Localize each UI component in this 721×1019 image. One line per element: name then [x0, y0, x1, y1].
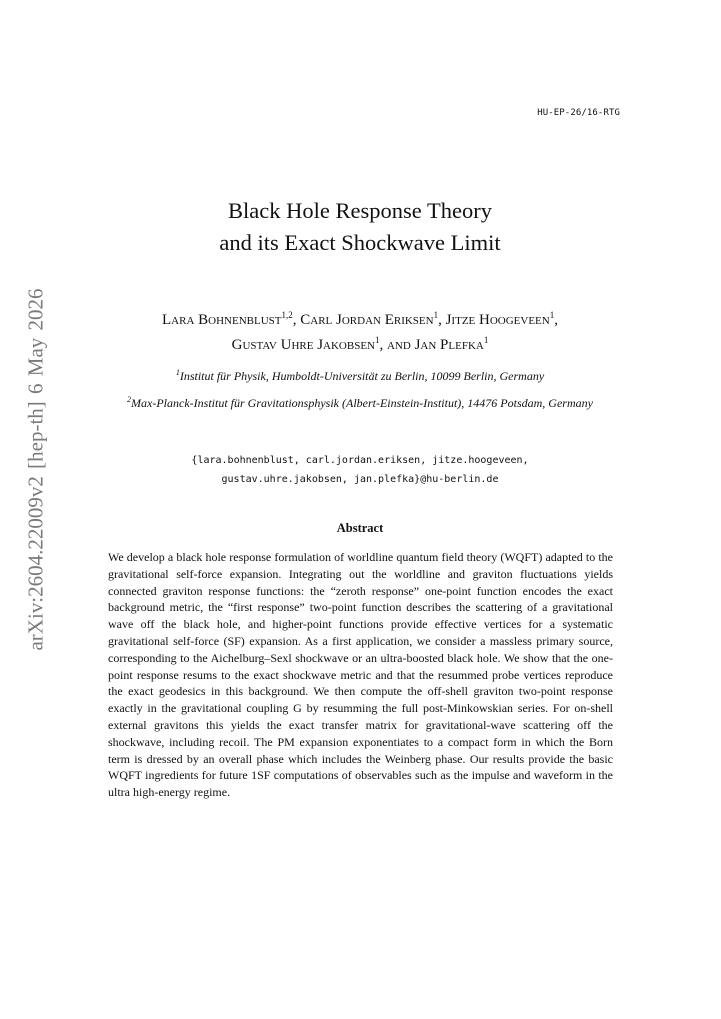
email-line-1[interactable]: {lara.bohnenblust, carl.jordan.eriksen, jitze.hoogeveen, [191, 455, 529, 466]
author-conjunction: and [386, 337, 411, 353]
author-list [100, 305, 620, 355]
author-emails [100, 451, 620, 489]
author-affiliation-mark: 1 [374, 335, 380, 345]
author-affiliation-mark: 1 [483, 335, 489, 345]
abstract-heading: Abstract [336, 521, 384, 535]
author-name: Gustav Uhre Jakobsen [231, 337, 375, 353]
author-line-1: Lara Bohnenblust$^{1,2}$, Carl Jordan Eriksen$^1$, Jitze Hoogeveen$^1$, [162, 310, 558, 328]
author-name: Carl Jordan Eriksen [300, 312, 434, 328]
author-line-2: Gustav Uhre Jakobsen$^1$, and Jan Plefka$^1$ [231, 335, 489, 353]
title-line-1: Black Hole Response Theory [228, 198, 492, 223]
author-name: Jan Plefka [414, 337, 484, 353]
affiliation-1 [100, 364, 620, 385]
author-affiliation-mark: 1 [433, 310, 439, 320]
arxiv-stamp-text: arXiv:2604.22009v2 [hep-th] 6 May 2026 [23, 287, 48, 651]
paper-title [100, 195, 620, 259]
affiliations [100, 364, 620, 418]
affiliation-2 [100, 391, 620, 412]
author-affiliation-mark: 1 [549, 310, 555, 320]
author-name: Jitze Hoogeveen [445, 312, 550, 328]
affiliation-mark: 2 [127, 395, 132, 404]
email-line-2[interactable]: gustav.uhre.jakobsen, jan.plefka}@hu-berlin.de [221, 474, 499, 485]
abstract-body: We develop a black hole response formulation of worldline quantum field theory (WQFT) adapted to the gravitational self-force expansion. Integrating out the worldline and graviton fluctuations yields connected graviton response functions: the “zeroth response” one-point function encodes the exact background metric, the “first response” two-point function describes the scattering of a gravitational wave off the black hole, and higher-point functions provide effective vertices for a systematic gravitational self-force (SF) expansion. As a first application, we consider a massless primary source, corresponding to the Aichelburg–Sexl shockwave or an ultra-boosted black hole. We show that the one-point response resums to the exact shockwave metric and that the resummed probe vertices reproduce the exact geodesics in this background. We then compute the off-shell graviton two-point response exactly in the gravitational coupling G by resumming the full post-Minkowskian series. For on-shell external gravitons this yields the exact transfer matrix for gravitational-wave scattering off the shockwave, including recoil. The PM expansion exponentiates to a compact form in which the Born term is dressed by an overall phase which includes the Weinberg phase. Our results provide the basic WQFT ingredients for future 1SF computations of observables such as the impulse and waveform in the ultra high-energy regime. [108, 550, 613, 800]
affiliation-text: Max-Planck-Institut für Gravitationsphysik (Albert-Einstein-Institut), 14476 Potsdam, Germany [131, 396, 593, 410]
affiliation-text: Institut für Physik, Humboldt-Universität zu Berlin, 10099 Berlin, Germany [179, 369, 545, 383]
affiliation-mark: 1 [175, 368, 180, 377]
author-name: Lara Bohnenblust [162, 312, 282, 328]
title-line-2: and its Exact Shockwave Limit [219, 230, 501, 255]
author-affiliation-mark: 1,2 [281, 310, 293, 320]
arxiv-stamp[interactable] [20, 287, 52, 651]
report-number: HU-EP-26/16-RTG [537, 108, 620, 118]
